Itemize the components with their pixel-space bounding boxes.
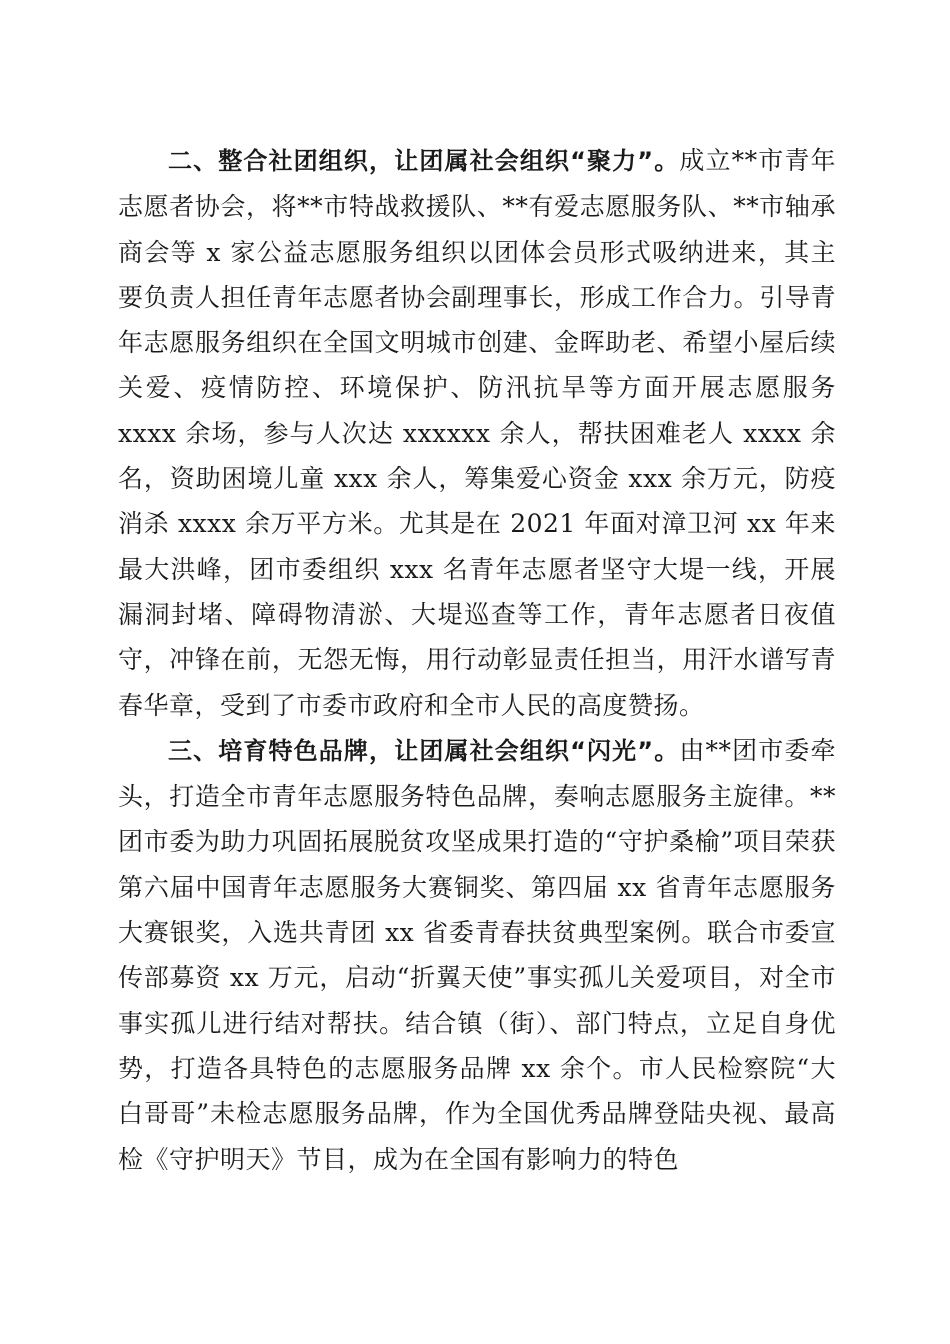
paragraph-text: 由**团市委牵头，打造全市青年志愿服务特色品牌，奏响志愿服务主旋律。**团市委为助力巩固拓展脱贫攻坚成果打造的“守护桑榆”项目荣获第六届中国青年志愿服务大赛铜奖、第四届 xx 省青年志愿服务大赛银奖，入选共青团 xx 省委青春扶贫典型案例。联合市委宣传部募资 xx 万元，启动“折翼天使”事实孤儿关爱项目，对全市事实孤儿进行结对帮扶。结合镇（街）、部门特点，立足自身优势，打造各具特色的志愿服务品牌 xx 余个。市人民检察院“大白哥哥”未检志愿服务品牌，作为全国优秀品牌登陆央视、最高检《守护明天》节目，成为在全国有影响力的特色 (118, 735, 836, 1174)
document-body (118, 138, 836, 1182)
paragraph-heading: 三、培育特色品牌，让团属社会组织“闪光”。 (168, 736, 680, 765)
paragraph-heading: 二、整合社团组织，让团属社会组织“聚力”。 (168, 147, 680, 175)
paragraph-cultivate-brands (118, 728, 836, 1182)
paragraph-text: 成立**市青年志愿者协会，将**市特战救援队、**有爱志愿服务队、**市轴承商会等 x 家公益志愿服务组织以团体会员形式吸纳进来，其主要负责人担任青年志愿者协会副理事长，形成工作合力。引导青年志愿服务组织在全国文明城市创建、金晖助老、希望小屋后续关爱、疫情防控、环境保护、防汛抗旱等方面开展志愿服务 xxxx 余场，参与人次达 xxxxxx 余人，帮扶困难老人 xxxx 余名，资助困境儿童 xxx 余人，筹集爱心资金 xxx 余万元，防疫消杀 xxxx 余万平方米。尤其是在 2021 年面对漳卫河 xx 年来最大洪峰，团市委组织 xxx 名青年志愿者坚守大堤一线，开展漏洞封堵、障碍物清淤、大堤巡查等工作，青年志愿者日夜值守，冲锋在前，无怨无悔，用行动彰显责任担当，用汗水谱写青春华章，受到了市委市政府和全市人民的高度赞扬。 (118, 146, 836, 720)
paragraph-integrate-organizations (118, 138, 836, 728)
